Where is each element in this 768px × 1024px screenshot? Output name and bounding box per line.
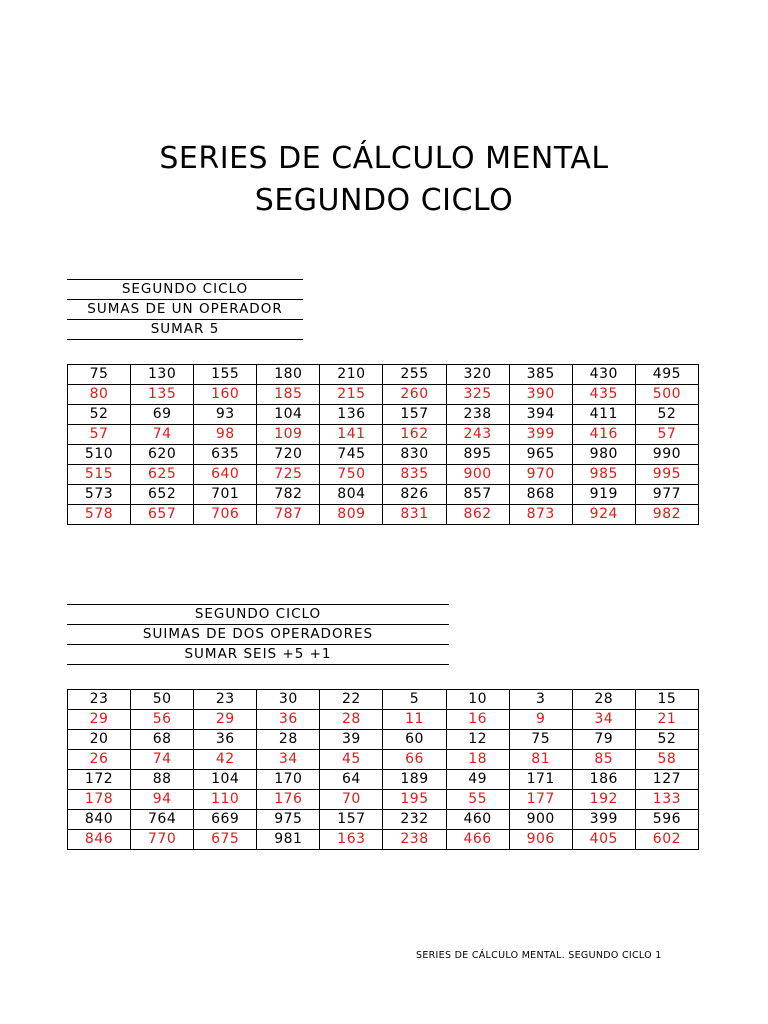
table1-cell: 804 (320, 485, 383, 505)
table1-cell: 977 (635, 485, 698, 505)
table2-cell: 28 (572, 690, 635, 710)
table2-cell: 12 (446, 730, 509, 750)
table1-cell: 809 (320, 505, 383, 525)
table2-cell: 36 (257, 710, 320, 730)
table1-grid (67, 364, 699, 525)
table2-cell: 16 (446, 710, 509, 730)
table1-row (68, 445, 699, 465)
table1-cell: 399 (509, 425, 572, 445)
table2-row (68, 750, 699, 770)
table1-cell: 706 (194, 505, 257, 525)
table1-cell: 970 (509, 465, 572, 485)
table1-cell: 826 (383, 485, 446, 505)
table2-cell: 186 (572, 770, 635, 790)
table2-cell: 981 (257, 830, 320, 850)
table1-cell: 243 (446, 425, 509, 445)
table2-cell: 60 (383, 730, 446, 750)
table1-cell: 57 (635, 425, 698, 445)
table1-cell: 238 (446, 405, 509, 425)
table2-cell: 900 (509, 810, 572, 830)
table2-cell: 127 (635, 770, 698, 790)
page-footer: SERIES DE CÁLCULO MENTAL. SEGUNDO CICLO 1 (416, 950, 662, 961)
table2-cell: 104 (194, 770, 257, 790)
table2-cell: 74 (131, 750, 194, 770)
table2-cell: 45 (320, 750, 383, 770)
table2-cell: 172 (68, 770, 131, 790)
table1-row (68, 385, 699, 405)
table2-cell: 30 (257, 690, 320, 710)
table2-row (68, 710, 699, 730)
table2-header (67, 604, 449, 665)
table1-cell: 394 (509, 405, 572, 425)
table1-cell: 495 (635, 365, 698, 385)
table2-cell: 20 (68, 730, 131, 750)
table1-cell: 210 (320, 365, 383, 385)
table1-cell: 260 (383, 385, 446, 405)
table2-cell: 238 (383, 830, 446, 850)
table1-row (68, 405, 699, 425)
table1-cell: 830 (383, 445, 446, 465)
table1-cell: 98 (194, 425, 257, 445)
table1-cell: 995 (635, 465, 698, 485)
table2-grid (67, 689, 699, 850)
table2-cell: 178 (68, 790, 131, 810)
table1-cell: 857 (446, 485, 509, 505)
table2-cell: 79 (572, 730, 635, 750)
table2-cell: 75 (509, 730, 572, 750)
table2-row (68, 830, 699, 850)
table1-cell: 160 (194, 385, 257, 405)
table1-cell: 136 (320, 405, 383, 425)
table1-cell: 924 (572, 505, 635, 525)
table1-cell: 578 (68, 505, 131, 525)
table2-cell: 460 (446, 810, 509, 830)
table2-cell: 405 (572, 830, 635, 850)
table1-cell: 635 (194, 445, 257, 465)
table1-cell: 990 (635, 445, 698, 465)
page-title-line1: SERIES DE CÁLCULO MENTAL (159, 141, 609, 176)
table2-cell: 669 (194, 810, 257, 830)
table2-cell: 171 (509, 770, 572, 790)
table1-cell: 873 (509, 505, 572, 525)
table1-header-rule: SUMAR 5 (67, 320, 303, 340)
table1-header (67, 279, 303, 340)
table1-cell: 895 (446, 445, 509, 465)
table1-cell: 720 (257, 445, 320, 465)
table2-row (68, 810, 699, 830)
table2-cell: 11 (383, 710, 446, 730)
table2-cell: 596 (635, 810, 698, 830)
table1-cell: 320 (446, 365, 509, 385)
table1-cell: 750 (320, 465, 383, 485)
table2-cell: 157 (320, 810, 383, 830)
table1-cell: 157 (383, 405, 446, 425)
table2-cell: 399 (572, 810, 635, 830)
table1-row (68, 465, 699, 485)
table1-cell: 787 (257, 505, 320, 525)
table1-cell: 657 (131, 505, 194, 525)
table2-cell: 764 (131, 810, 194, 830)
table1-cell: 725 (257, 465, 320, 485)
table1-cell: 52 (68, 405, 131, 425)
table1-cell: 80 (68, 385, 131, 405)
table1-cell: 982 (635, 505, 698, 525)
table2-cell: 64 (320, 770, 383, 790)
table2-cell: 192 (572, 790, 635, 810)
table2-cell: 840 (68, 810, 131, 830)
table1-cell: 135 (131, 385, 194, 405)
table2-cell: 34 (572, 710, 635, 730)
table1-cell: 104 (257, 405, 320, 425)
table2-cell: 34 (257, 750, 320, 770)
table2-cell: 23 (194, 690, 257, 710)
table1-cell: 573 (68, 485, 131, 505)
table1-cell: 93 (194, 405, 257, 425)
table2-cell: 675 (194, 830, 257, 850)
table1-cell: 835 (383, 465, 446, 485)
table2-cell: 602 (635, 830, 698, 850)
table2-cell: 68 (131, 730, 194, 750)
table2-cell: 466 (446, 830, 509, 850)
table1-cell: 141 (320, 425, 383, 445)
table1-row (68, 365, 699, 385)
table2-cell: 26 (68, 750, 131, 770)
table2-cell: 975 (257, 810, 320, 830)
table1-cell: 109 (257, 425, 320, 445)
table2-cell: 9 (509, 710, 572, 730)
table2-cell: 110 (194, 790, 257, 810)
table1-cell: 900 (446, 465, 509, 485)
table1-cell: 162 (383, 425, 446, 445)
table2-cell: 70 (320, 790, 383, 810)
table1-cell: 155 (194, 365, 257, 385)
table1-cell: 325 (446, 385, 509, 405)
table1-cell: 919 (572, 485, 635, 505)
page-title-line2: SEGUNDO CICLO (254, 183, 514, 218)
table2-cell: 66 (383, 750, 446, 770)
table2-row (68, 770, 699, 790)
table2-cell: 42 (194, 750, 257, 770)
table1-cell: 965 (509, 445, 572, 465)
table2-cell: 29 (194, 710, 257, 730)
table1-cell: 515 (68, 465, 131, 485)
table2-cell: 846 (68, 830, 131, 850)
table2-cell: 81 (509, 750, 572, 770)
table1-cell: 782 (257, 485, 320, 505)
table1-row (68, 425, 699, 445)
table1-cell: 701 (194, 485, 257, 505)
table2-cell: 18 (446, 750, 509, 770)
table1-cell: 52 (635, 405, 698, 425)
table2-cell: 770 (131, 830, 194, 850)
table1-cell: 500 (635, 385, 698, 405)
table1-cell: 745 (320, 445, 383, 465)
table2-cell: 10 (446, 690, 509, 710)
table1-cell: 510 (68, 445, 131, 465)
table2-cell: 85 (572, 750, 635, 770)
table2-cell: 21 (635, 710, 698, 730)
table1-cell: 416 (572, 425, 635, 445)
table1-cell: 430 (572, 365, 635, 385)
table2-cell: 232 (383, 810, 446, 830)
table1-row (68, 485, 699, 505)
table1-header-topic: SUMAS DE UN OPERADOR (67, 300, 303, 320)
table1-cell: 390 (509, 385, 572, 405)
table1-header-cycle: SEGUNDO CICLO (67, 280, 303, 300)
table1-cell: 868 (509, 485, 572, 505)
table2-cell: 28 (320, 710, 383, 730)
table2-row (68, 730, 699, 750)
table1-cell: 185 (257, 385, 320, 405)
table2-cell: 15 (635, 690, 698, 710)
table1-cell: 640 (194, 465, 257, 485)
table1-cell: 255 (383, 365, 446, 385)
table2-header-cycle: SEGUNDO CICLO (67, 605, 449, 625)
table2-row (68, 690, 699, 710)
table2-cell: 170 (257, 770, 320, 790)
table1-cell: 620 (131, 445, 194, 465)
table2-header-rule: SUMAR SEIS +5 +1 (67, 645, 449, 665)
table1-cell: 980 (572, 445, 635, 465)
table2-cell: 50 (131, 690, 194, 710)
table2-cell: 55 (446, 790, 509, 810)
table2-cell: 36 (194, 730, 257, 750)
table2-cell: 5 (383, 690, 446, 710)
table2-cell: 28 (257, 730, 320, 750)
table2-cell: 23 (68, 690, 131, 710)
table1-cell: 625 (131, 465, 194, 485)
table2-header-topic: SUIMAS DE DOS OPERADORES (67, 625, 449, 645)
table2-cell: 3 (509, 690, 572, 710)
table2-cell: 189 (383, 770, 446, 790)
table1-cell: 74 (131, 425, 194, 445)
table2-cell: 176 (257, 790, 320, 810)
table2-cell: 177 (509, 790, 572, 810)
table2-cell: 133 (635, 790, 698, 810)
table2-cell: 88 (131, 770, 194, 790)
table1-cell: 75 (68, 365, 131, 385)
table2-cell: 56 (131, 710, 194, 730)
table1-cell: 180 (257, 365, 320, 385)
table2-cell: 195 (383, 790, 446, 810)
table2-cell: 94 (131, 790, 194, 810)
table1-cell: 57 (68, 425, 131, 445)
table1-cell: 130 (131, 365, 194, 385)
table2-cell: 22 (320, 690, 383, 710)
table2-cell: 49 (446, 770, 509, 790)
table1-cell: 862 (446, 505, 509, 525)
table1-cell: 385 (509, 365, 572, 385)
table1-cell: 985 (572, 465, 635, 485)
table1-cell: 831 (383, 505, 446, 525)
table2-cell: 906 (509, 830, 572, 850)
table1-row (68, 505, 699, 525)
table1-cell: 411 (572, 405, 635, 425)
table1-cell: 69 (131, 405, 194, 425)
table2-cell: 52 (635, 730, 698, 750)
table2-cell: 58 (635, 750, 698, 770)
table2-cell: 29 (68, 710, 131, 730)
table2-row (68, 790, 699, 810)
table1-cell: 435 (572, 385, 635, 405)
table2-cell: 39 (320, 730, 383, 750)
table2-cell: 163 (320, 830, 383, 850)
table1-cell: 215 (320, 385, 383, 405)
table1-cell: 652 (131, 485, 194, 505)
